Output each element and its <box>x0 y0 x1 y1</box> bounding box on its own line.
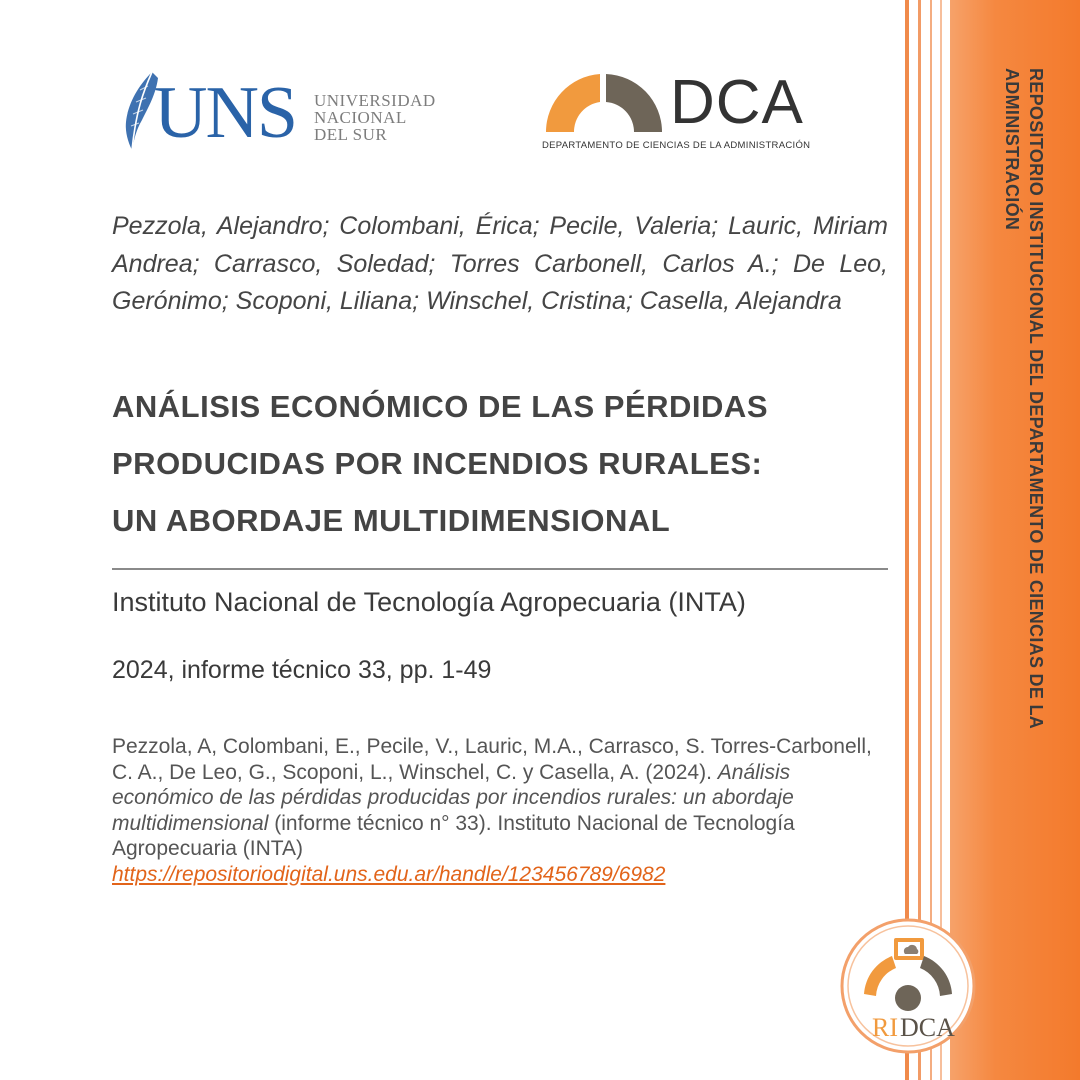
title-line: PRODUCIDAS POR INCENDIOS RURALES: <box>112 446 763 481</box>
divider <box>112 568 888 570</box>
authors-list: Pezzola, Alejandro; Colombani, Érica; Pecile, Valeria; Lauric, Miriam Andrea; Carrasco, Soledad; Torres Carbonell, Carlos A.; De Leo, Gerónimo; Scoponi, Liliana; Winschel, Cristina; Casella, Alejandra <box>112 212 888 315</box>
dca-logo <box>542 70 822 158</box>
citation-text: Pezzola, A, Colombani, E., Pecile, V., Lauric, M.A., Carrasco, S. Torres-Carbonell, C. A., De Leo, G., Scoponi, L., Winschel, C. y Casella, A. (2024). <box>112 735 872 784</box>
institution: Instituto Nacional de Tecnología Agropecuaria (INTA) <box>112 587 746 617</box>
title-line: UN ABORDAJE MULTIDIMENSIONAL <box>112 503 671 538</box>
publication-info: 2024, informe técnico 33, pp. 1-49 <box>112 656 492 684</box>
svg-text:DCA: DCA <box>900 1013 955 1042</box>
citation-text-end: (informe técnico n° 33). Instituto Nacional de Tecnología Agropecuaria (INTA) <box>112 811 795 860</box>
uns-logo <box>118 70 448 152</box>
repository-link[interactable]: https://repositoriodigital.uns.edu.ar/handle/123456789/6982 <box>112 862 666 886</box>
dca-arc-icon <box>542 72 666 134</box>
ridca-badge <box>838 916 978 1056</box>
svg-text:RI: RI <box>872 1013 898 1042</box>
uns-wordmark: UNS <box>154 72 297 154</box>
dca-wordmark: DCA <box>670 68 804 137</box>
uns-subtitle: UNIVERSIDAD NACIONAL DEL SUR <box>314 91 436 144</box>
dca-subtitle: DEPARTAMENTO DE CIENCIAS DE LA ADMINISTRACIÓN <box>542 140 811 151</box>
document-title <box>112 378 902 549</box>
title-line: ANÁLISIS ECONÓMICO DE LAS PÉRDIDAS <box>112 389 768 424</box>
repository-vertical-title: REPOSITORIO INSTITUCIONAL DEL DEPARTAMENTO DE CIENCIAS DE LA ADMINISTRACIÓN <box>1002 68 1046 729</box>
citation <box>112 734 892 887</box>
citation-italic-title: Análisis económico de las pérdidas producidas por incendios rurales: un abordaje multidimensional <box>112 760 794 835</box>
